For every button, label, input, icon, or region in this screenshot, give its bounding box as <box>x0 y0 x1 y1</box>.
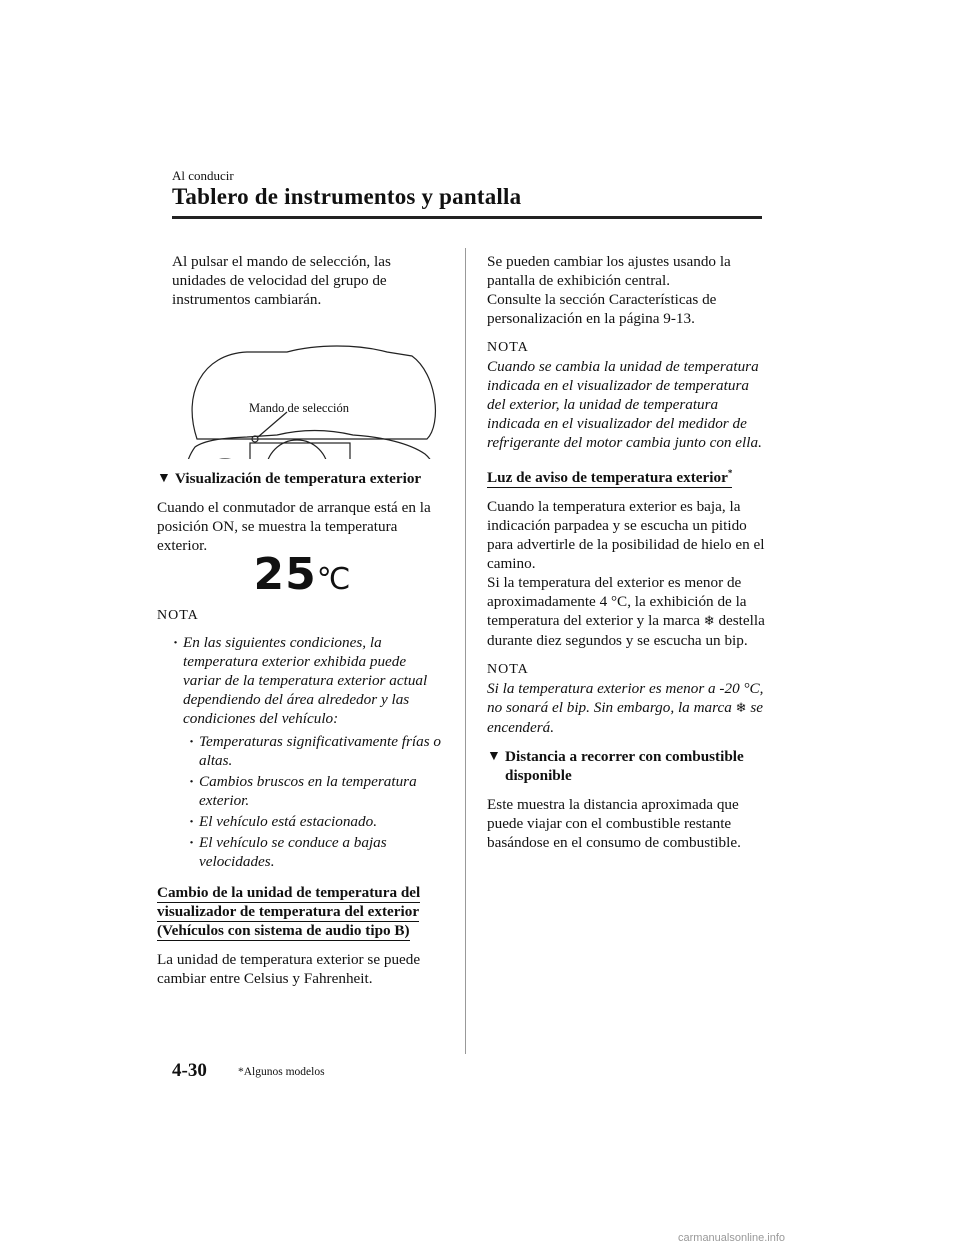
footnote-mark: * <box>727 468 733 478</box>
left-column <box>157 252 447 998</box>
triangle-marker-icon: ▼ <box>157 471 171 486</box>
note-label: NOTA <box>487 662 529 678</box>
sub-bullet: · Temperaturas significativamente frías o altas. <box>157 732 447 770</box>
watermark[interactable]: carmanualsonline.info <box>678 1232 786 1244</box>
settings-text-2: Consulte la sección Características de personalización en la página 9-13. <box>487 291 717 327</box>
sub-bullet: · El vehículo se conduce a bajas velocidades. <box>157 833 447 871</box>
heading-unit-change: Cambio de la unidad de temperatura del visualizador de temperatura del exterior (Vehículos con sistema de audio tipo B) <box>157 884 421 939</box>
ext-temp-paragraph: Cuando el conmutador de arranque está en la posición ON, se muestra la temperatura exterior. <box>157 499 431 554</box>
section-label: Al conducir <box>172 168 234 183</box>
heading-ext-temp: ▼ Visualización de temperatura exterior <box>157 470 422 487</box>
fuel-range-paragraph: Este muestra la distancia aproximada que puede viajar con el combustible restante basándose en el consumo de combustible. <box>487 796 741 852</box>
title-rule <box>172 216 762 219</box>
triangle-marker-icon: ▼ <box>487 749 501 765</box>
note-label: NOTA <box>487 340 529 355</box>
figure-callout: Mando de selección <box>249 401 349 415</box>
instrument-cluster-figure <box>157 319 447 459</box>
snowflake-icon: ❄ <box>735 701 747 717</box>
note-label: NOTA <box>157 608 199 623</box>
heading-fuel-range: ▼ Distancia a recorrer con combustible disponible <box>487 748 744 785</box>
temperature-display-figure <box>157 549 447 600</box>
page-number: 4-30 <box>172 1060 207 1081</box>
sub-bullet: · El vehículo está estacionado. <box>157 812 447 831</box>
footnote: *Algunos modelos <box>238 1066 325 1078</box>
intro-paragraph: Al pulsar el mando de selección, las unidades de velocidad del grupo de instrumentos cambiarán. <box>172 253 391 308</box>
heading-warning-light: Luz de aviso de temperatura exterior* <box>487 468 733 487</box>
unit-change-paragraph: La unidad de temperatura exterior se puede cambiar entre Celsius y Fahrenheit. <box>157 951 421 987</box>
note1-text: Cuando se cambia la unidad de temperatura indicada en el visualizador de temperatura del exterior, la unidad de temperatura indicada en el visualizador del medidor de refrigerante del motor cambia junto con ella. <box>487 358 762 451</box>
right-column <box>487 252 767 862</box>
temperature-unit: ℃ <box>316 562 351 597</box>
page-title: Tablero de instrumentos y pantalla <box>172 184 522 209</box>
instrument-cluster-drawing <box>157 319 447 459</box>
warning-text-1: Cuando la temperatura exterior es baja, la indicación parpadea y se escucha un pitido para advertirle de la posibilidad de hielo en el camino. <box>487 498 765 573</box>
note-bullets <box>157 633 447 871</box>
sub-bullet: · Cambios bruscos en la temperatura exterior. <box>157 772 447 810</box>
temperature-value: 25 <box>253 549 317 600</box>
note-bullet: · En las siguientes condiciones, la temperatura exterior exhibida puede variar de la temperatura exterior actual dependiendo del área alrededor y las condiciones del vehículo: <box>157 633 447 728</box>
column-divider <box>465 248 466 1054</box>
snowflake-icon: ❄ <box>703 614 715 630</box>
settings-text-1: Se pueden cambiar los ajustes usando la pantalla de exhibición central. <box>487 253 731 289</box>
warning-text-2: Si la temperatura del exterior es menor de aproximadamente 4 °C, la exhibición de la temperatura del exterior y la marca ❄ destella durante diez segundos y se escucha un bip. <box>487 574 765 650</box>
note2-text: Si la temperatura exterior es menor a -20 °C, no sonará el bip. Sin embargo, la marca ❄ se encenderá. <box>487 680 764 737</box>
